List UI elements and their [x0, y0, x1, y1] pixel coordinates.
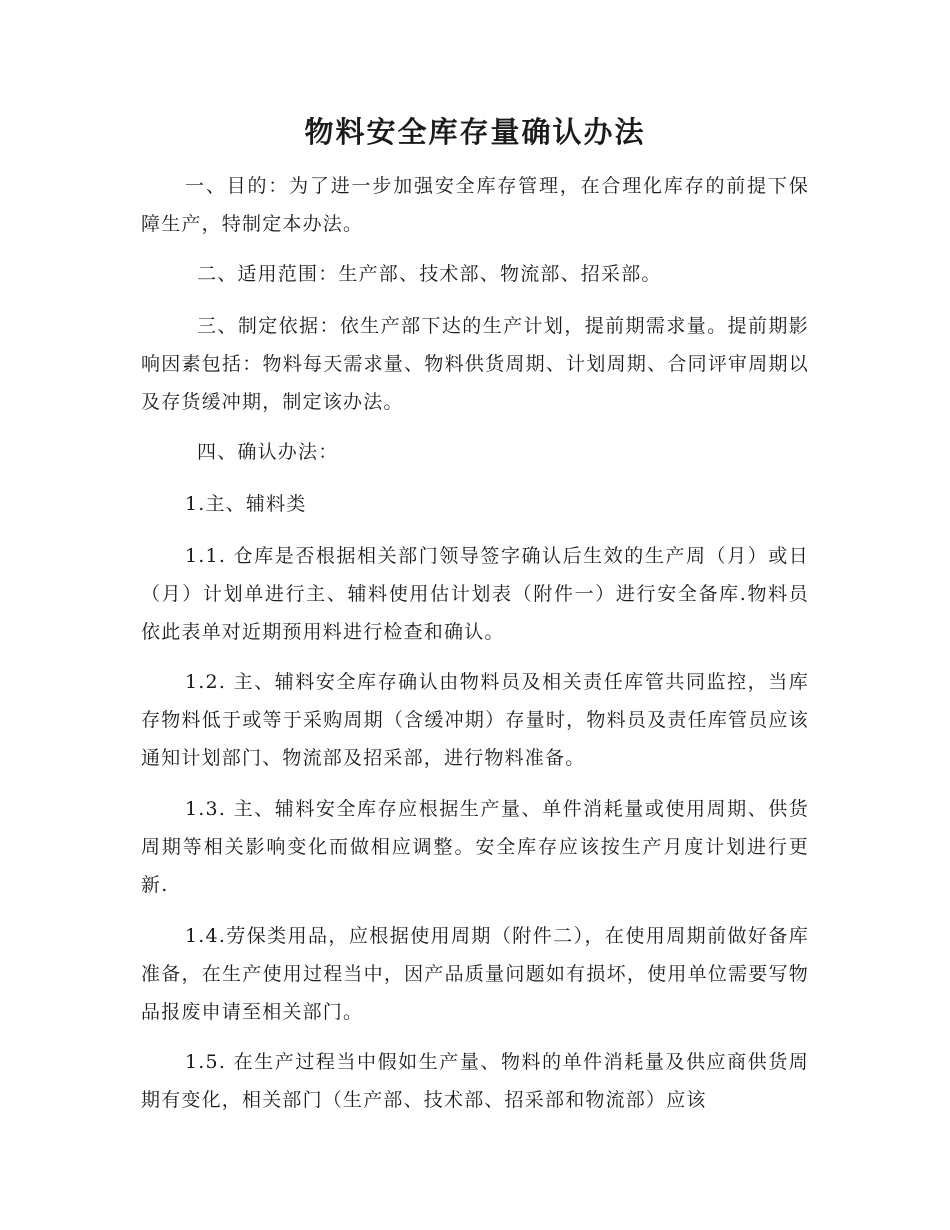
paragraph-section-1: 1.主、辅料类: [185, 493, 307, 515]
paragraph-scope: 二、适用范围：生产部、技术部、物流部、招采部。: [197, 263, 662, 285]
paragraph-1-5: 1.5. 在生产过程当中假如生产量、物料的单件消耗量及供应商供货周期有变化，相关部门（生产部、技术部、招采部和物流部）应该: [141, 1051, 809, 1111]
paragraph-methods-heading: 四、确认办法：: [197, 441, 339, 463]
document-title: 物料安全库存量确认办法: [304, 115, 646, 149]
paragraph-1-4: 1.4.劳保类用品，应根据使用周期（附件二），在使用周期前做好备库准备，在生产使用过程当中，因产品质量问题如有损坏，使用单位需要写物品报废申请至相关部门。: [141, 925, 809, 1023]
paragraph-1-2: 1.2. 主、辅料安全库存确认由物料员及相关责任库管共同监控，当库存物料低于或等于采购周期（含缓冲期）存量时，物料员及责任库管员应该通知计划部门、物流部及招采部，进行物料准备。: [141, 671, 809, 769]
paragraph-1-3: 1.3. 主、辅料安全库存应根据生产量、单件消耗量或使用周期、供货周期等相关影响变化而做相应调整。安全库存应该按生产月度计划进行更新.: [141, 798, 809, 896]
paragraph-basis: 三、制定依据：依生产部下达的生产计划，提前期需求量。提前期影响因素包括：物料每天需求量、物料供货周期、计划周期、合同评审周期以及存货缓冲期，制定该办法。: [141, 315, 809, 413]
paragraph-purpose: 一、目的：为了进一步加强安全库存管理，在合理化库存的前提下保障生产，特制定本办法。: [141, 175, 809, 235]
paragraph-1-1: 1.1. 仓库是否根据相关部门领导签字确认后生效的生产周（月）或日（月）计划单进行主、辅料使用估计划表（附件一）进行安全备库.物料员依此表单对近期预用料进行检查和确认。: [141, 545, 809, 643]
